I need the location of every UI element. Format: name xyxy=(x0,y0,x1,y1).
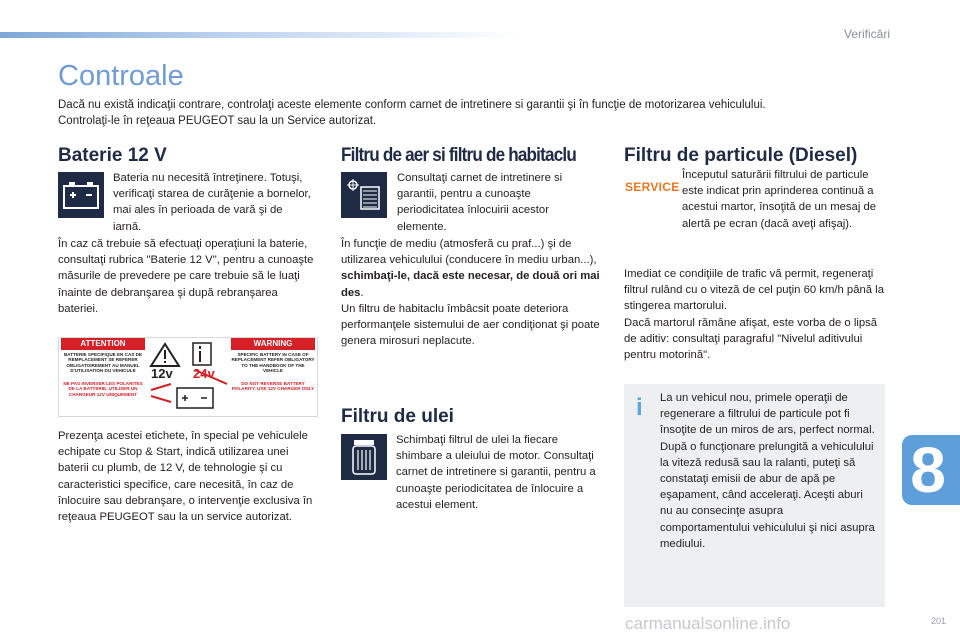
battery-paragraph: În caz că trebuie să efectuaţi operaţiuni la baterie, consultaţi rubrica "Baterie 12 V", pentru a cunoaşte măsurile de prevedere pe care trebuie să le luaţi înainte de debranşarea şi după rebranşarea bateriei. xyxy=(58,238,314,315)
air-filter-heading: Filtru de aer si filtru de habitaclu xyxy=(341,145,576,166)
oil-filter-icon xyxy=(341,434,387,480)
label-left-top: BATTERIE SPECIFIQUE EN CAS DE REMPLACEMENT SE REFERER OBLIGATOIREMENT AU MANUEL D'UTILISATION DU VEHICULE xyxy=(63,352,143,374)
page-number: 201 xyxy=(930,616,946,626)
info-box xyxy=(624,384,885,607)
label-attention: ATTENTION xyxy=(61,338,145,350)
battery-warning-label xyxy=(58,337,318,417)
oil-filter-heading: Filtru de ulei xyxy=(341,406,454,427)
label-24v: 24v xyxy=(193,366,215,381)
label-right-top: SPECIFIC BATTERY IN CASE OF REPLACEMENT REFER OBLIGATORY TO THE HANDBOOK OF THE VEHICLE xyxy=(231,352,315,374)
section-label: Verificări xyxy=(843,27,890,41)
particle-filter-regeneration xyxy=(624,266,886,363)
intro-line-2: Controlaţi-le în reţeaua PEUGEOT sau la un Service autorizat. xyxy=(58,115,377,127)
label-left-bottom: NE PAS INVERSER LES POLARITES DE LA BATTERIE. UTILISER UN CHARGEUR 12V UNIQUEMENT xyxy=(63,381,143,397)
info-paragraph-2: După o funcţionare prelungită a vehiculului la viteză redusă sau la ralanti, puteţi să constataţi emisii de abur de apă pe eşapament, când acceleraţi. Aceşti aburi nu au consecinţe asupra comportamentului vehiculului şi nici asupra mediului. xyxy=(660,440,875,550)
air-filter-intro: Consultaţi carnet de intretinere si garantii, pentru a cunoaşte periodicitatea înlocuirii acestor elemente. xyxy=(397,172,563,233)
battery-label-explanation: Prezenţa acestei etichete, în special pe vehiculele echipate cu Stop & Start, indică utilizarea unei baterii cu plumb, de 12 V, de tehnologie şi cu caracteristici specifice, care necesită, în caz de înlocuire sau debranşare, o intervenţie exclusiva în reţeaua PEUGEOT sau la un service autorizat. xyxy=(58,430,313,524)
oil-filter-text: Schimbaţi filtrul de ulei la fiecare shimbare a uleiului de motor. Consultaţi carnet de intretinere si garantii, pentru a cunoaşte periodicitatea de înlocuire a acestui element. xyxy=(396,434,596,511)
air-filter-icon xyxy=(341,172,387,218)
air-filter-text-start: În funcţie de mediu (atmosferă cu praf...) şi de utilizarea vehiculului (conducere în mediu urban...), xyxy=(341,238,597,267)
air-filter-paragraph xyxy=(341,236,603,349)
battery-icon xyxy=(58,172,104,218)
regeneration-paragraph: Imediat ce condiţiile de trafic vă permit, regeneraţi filtrul rulând cu o viteză de cel puţin 60 km/h până la stingerea martorului. xyxy=(624,268,884,313)
particle-filter-heading: Filtru de particule (Diesel) xyxy=(624,145,858,166)
service-warning-icon: SERVICE xyxy=(625,180,680,194)
header-gradient-bar xyxy=(0,32,520,38)
page-title: Controale xyxy=(58,60,184,92)
chapter-number: 8 xyxy=(910,434,946,506)
intro-text xyxy=(58,97,878,129)
battery-heading: Baterie 12 V xyxy=(58,145,167,166)
cabin-filter-paragraph: Un filtru de habitaclu îmbâcsit poate deteriora performanţele sistemului de aer condiţionat şi poate genera mirosuri neplacute. xyxy=(341,302,600,348)
label-12v: 12v xyxy=(151,366,173,381)
intro-line-1: Dacă nu există indicaţii contrare, controlaţi aceste elemente conform carnet de intretinere si garantii şi în funcţie de motorizarea vehiculului. xyxy=(58,99,766,111)
additive-paragraph: Dacă martorul rămâne afişat, este vorba de o lipsă de aditiv: consultaţi paragraful "Nivelul aditivului pentru motorină". xyxy=(624,316,878,362)
air-filter-text-bold: schimbaţi-le, dacă este necesar, de două ori mai des xyxy=(341,270,600,299)
air-filter-text-end: . xyxy=(360,286,364,299)
info-icon: i xyxy=(636,394,643,421)
watermark: carmanualsonline.info xyxy=(625,614,791,633)
label-right-bottom: DO NOT REVERSE BATTERY POLARITY. USE 12V CHARGER ONLY xyxy=(231,381,315,392)
info-text xyxy=(660,390,876,552)
battery-intro: Bateria nu necesită întreţinere. Totuşi, verificaţi starea de curăţenie a bornelor, mai ales în perioada de vară şi de iarnă. xyxy=(113,172,311,233)
label-warning: WARNING xyxy=(231,338,315,350)
particle-filter-intro: Începutul saturării filtrului de particule este indicat prin aprinderea continuă a acestui martor, însoţită de un mesaj de alertă pe ecran (dacă aveţi afişaj). xyxy=(682,169,877,230)
info-paragraph-1: La un vehicul nou, primele operaţii de regenerare a filtrului de particule pot fi însoţite de un miros de ars, perfect normal. xyxy=(660,392,875,437)
